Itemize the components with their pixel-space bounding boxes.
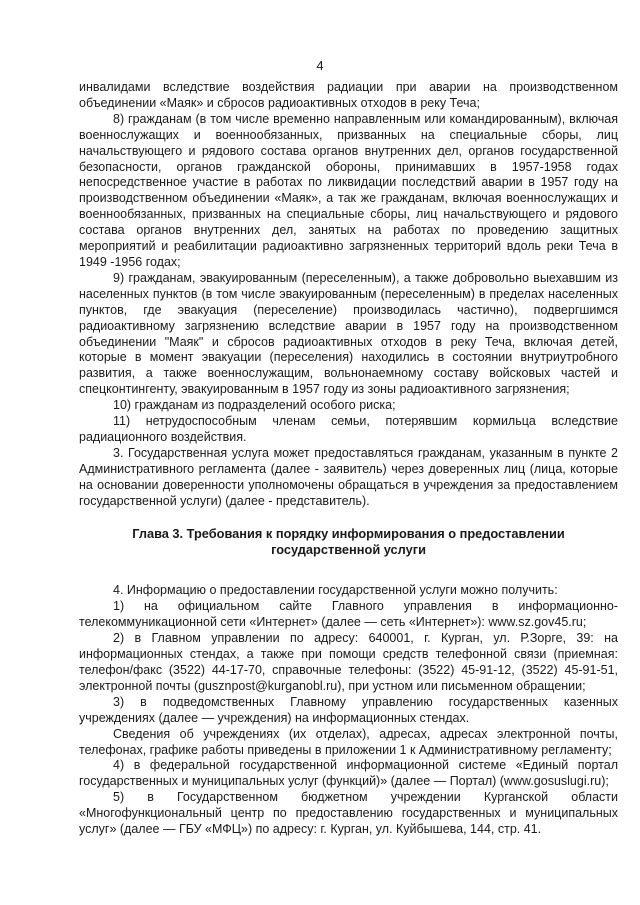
paragraph: 3. Государственная услуга может предоставляться гражданам, указанным в пункте 2 Административного регламента (далее - заявитель) через доверенных лиц (лица, которые на основании доверенности уполномочены обращаться в учреждения за предоставлением государственной услуги) (далее - представитель). [79, 445, 618, 508]
page-number: 4 [316, 58, 324, 73]
paragraph: 4. Информацию о предоставлении государственной услуги можно получить: [113, 583, 558, 598]
paragraph: 5) в Государственном бюджетном учреждении Курганской области «Многофункциональный центр по предоставлению государственных и муниципальных услуг» (далее — ГБУ «МФЦ») по адресу: г. Курган, ул. Куйбышева, 144, стр. 41. [79, 790, 618, 837]
paragraph: 9) гражданам, эвакуированным (переселенным), а также добровольно выехавшим из населенных пунктов (в том числе эвакуированным (переселенным) в пределах населенных пунктов, где эвакуация (переселение) производилась частично), подвергшимся радиоактивному загрязнению вследствие аварии в 1957 году на производственном объединении "Маяк" и сбросов радиоактивных отходов в реку Теча, включая детей, которые в момент эвакуации (переселения) находились в состоянии внутриутробного развития, а также военнослужащим, вольнонаемному составу войсковых частей и спецконтингенту, эвакуированным в 1957 году из зоны радиоактивного загрязнения; [79, 270, 618, 397]
chapter-heading-line-2: государственной услуги [271, 541, 426, 557]
chapter-heading-line-1: Глава 3. Требования к порядку информирования о предоставлении [132, 526, 565, 542]
paragraph: Сведения об учреждениях (их отделах), адресах, адресах электронной почты, телефонах, графике работы приведены в приложении 1 к Административному регламенту; [79, 726, 618, 757]
paragraph: 3) в подведомственных Главному управлению государственных казенных учреждениях (далее — учреждения) на информационных стендах. [79, 694, 618, 725]
document-body [79, 80, 618, 838]
paragraph: 1) на официальном сайте Главного управления в информационно-телекоммуникационной сети «Интернет» (далее — сеть «Интернет»): www.sz.gov45.ru; [79, 599, 618, 630]
paragraphs-before-heading [79, 80, 618, 509]
paragraph: 2) в Главном управлении по адресу: 640001, г. Курган, ул. Р.Зорге, 39: на информационных стендах, а также при помощи средств телефонной связи (приемная: телефон/факс (3522) 44-17-70, справочные телефоны: (3522) 45-91-12, (3522) 45-91-51, электронной почты (gusznpost@kurganobl.ru), при устном или письменном обращении; [79, 631, 618, 693]
paragraphs-after-heading [79, 583, 618, 838]
paragraph: 8) гражданам (в том числе временно направленным или командированным), включая военнослужащих и военнообязанных, призванных на специальные сборы, лиц начальствующего и рядового состава органов внутренних дел, органов государственной безопасности, органов гражданской обороны, принимавших в 1957-1958 годах непосредственное участие в работах по ликвидации последствий аварии в 1957 году на производственном объединении «Маяк», а так же гражданам, включая военнослужащих и военнообязанных, призванных на специальные сборы, лиц начальствующего и рядового состава органов внутренних дел, занятых на работах по проведению защитных мероприятий и реабилитации радиоактивно загрязненных территорий вдоль реки Теча в 1949 -1956 годах; [79, 111, 618, 269]
paragraph: инвалидами вследствие воздействия радиации при аварии на производственном объединении «Маяк» и сбросов радиоактивных отходов в реку Теча; [79, 80, 618, 110]
paragraph: 11) нетрудоспособным членам семьи, потерявшим кормильца вследствие радиационного воздействия. [79, 414, 618, 444]
paragraph: 4) в федеральной государственной информационной системе «Единый портал государственных и муниципальных услуг (функций)» (далее — Портал) (www.gosuslugi.ru); [79, 758, 618, 789]
chapter-heading [79, 526, 618, 557]
paragraph: 10) гражданам из подразделений особого риска; [113, 398, 396, 413]
